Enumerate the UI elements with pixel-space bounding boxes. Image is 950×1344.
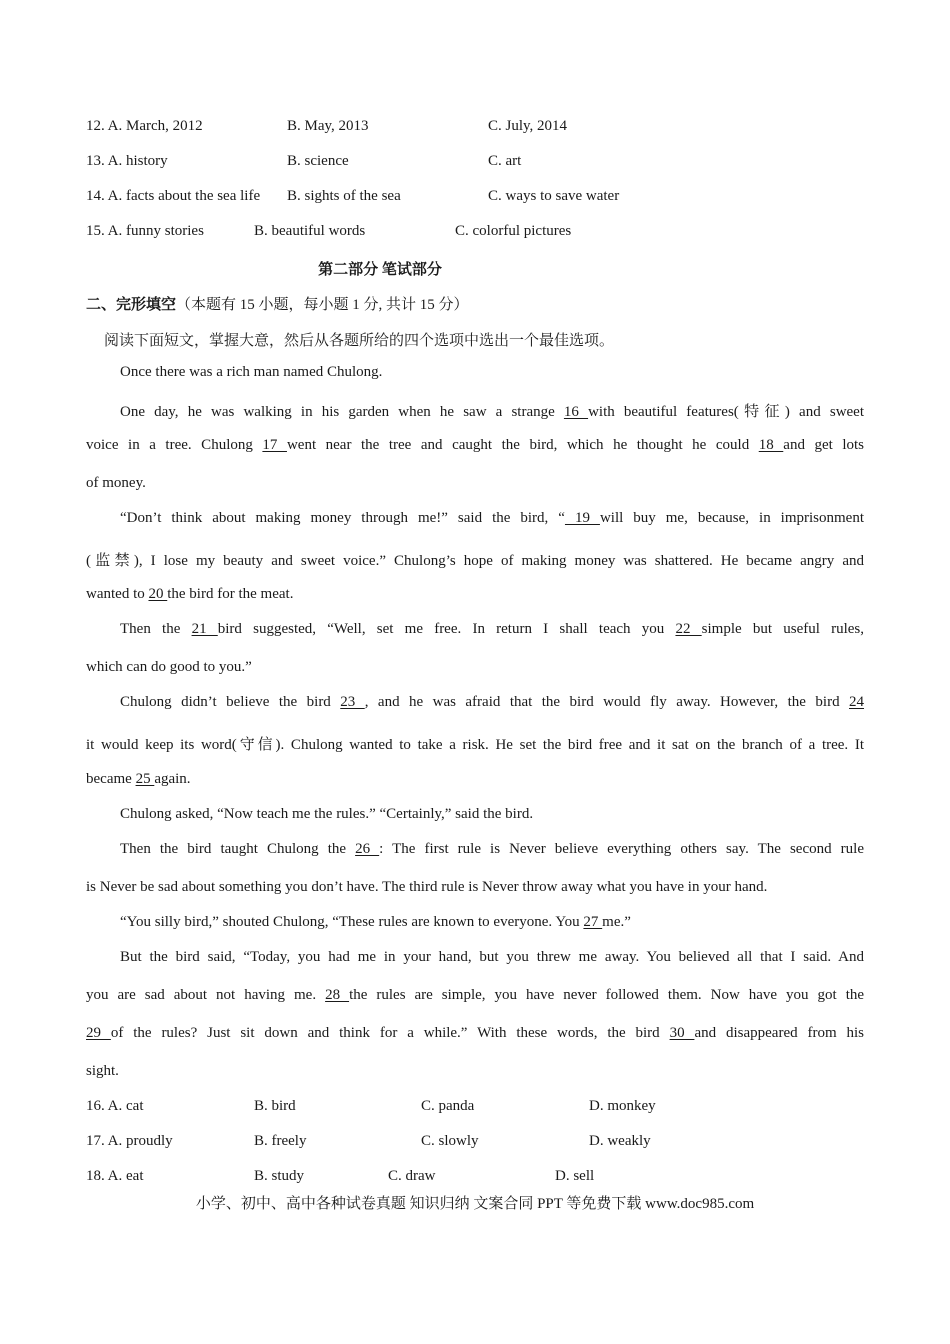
blank-25: 25 [135,771,155,787]
passage-line: But the bird said, “Today, you had me in your hand, but you threw me away. You believed all that I said. And [120,949,864,965]
text: you are sad about not having me. [86,987,326,1003]
option-c: C. slowly [421,1133,479,1149]
option-a: 16. A. cat [86,1098,144,1114]
blank-19: 19 [564,510,600,526]
option-a: 13. A. history [86,153,168,169]
blank-22: 22 [675,621,702,637]
option-b: B. sights of the sea [287,188,401,204]
passage-line [86,914,864,931]
blank-20: 20 [148,586,168,602]
option-b: B. beautiful words [254,223,366,239]
text: will buy me, because, in imprisonment [599,510,865,526]
option-c: C. colorful pictures [455,223,572,239]
blank-28: 28 [325,987,350,1003]
text: , and he was afraid that the bird would fly away. However, the bird [364,694,850,710]
passage-paragraph: Once there was a rich man named Chulong. [120,364,383,380]
blank-21: 21 [191,621,218,637]
passage-line [86,694,864,711]
option-b: B. study [254,1168,305,1184]
blank-30: 30 [669,1025,695,1041]
passage-line [86,841,864,858]
blank-26: 26 [355,841,380,857]
passage-line: it would keep its word(守信). Chulong wanted to take a risk. He set the bird free and it sat on the branch of a tree. It [86,737,864,753]
passage-line: sight. [86,1063,119,1079]
option-c: C. July, 2014 [488,118,568,134]
text: “Don’t think about making money through me!” said the bird, “ [120,510,565,526]
text: Then the bird taught Chulong the [120,841,356,857]
passage-line [86,510,864,527]
section-instruction: 阅读下面短文，掌握大意，然后从各题所给的四个选项中选出一个最佳选项。 [104,333,615,349]
passage-line [86,987,864,1004]
section-heading [86,293,469,314]
text: the rules are simple, you have never followed them. Now have you got the [349,987,865,1003]
option-d: D. weakly [589,1133,651,1149]
option-a: 15. A. funny stories [86,223,204,239]
option-d: D. monkey [589,1098,656,1114]
blank-24: 24 [849,694,865,710]
text: the bird for the meat. [167,586,294,602]
option-d: D. sell [555,1168,595,1184]
option-a: 12. A. March, 2012 [86,118,203,134]
passage-line [86,586,864,603]
blank-27: 27 [583,914,603,930]
text: and get lots [783,437,865,453]
text: wanted to [86,586,149,602]
passage-paragraph: Chulong asked, “Now teach me the rules.” “Certainly,” said the bird. [120,806,534,822]
section-title: 二、完形填空 [86,297,177,313]
text: me.” [602,914,631,930]
option-a: 18. A. eat [86,1168,144,1184]
text: bird suggested, “Well, set me free. In return I shall teach you [217,621,676,637]
option-b: B. May, 2013 [287,118,369,134]
option-b: B. bird [254,1098,296,1114]
text: simple but useful rules, [701,621,864,637]
text: of the rules? Just sit down and think for a while.” With these words, the bird [110,1025,670,1041]
blank-16: 16 [563,404,589,420]
blank-29: 29 [86,1025,111,1041]
text: : The first rule is Never believe everything others say. The second rule [379,841,864,857]
option-b: B. science [287,153,349,169]
part2-title: 第二部分 笔试部分 [318,262,442,278]
option-c: C. panda [421,1098,475,1114]
passage-line [86,621,864,638]
option-a: 14. A. facts about the sea life [86,188,261,204]
text: Then the [120,621,192,637]
option-c: C. draw [388,1168,436,1184]
text: went near the tree and caught the bird, which he thought he could [286,437,759,453]
passage-line [86,437,864,454]
passage-line: which can do good to you.” [86,659,252,675]
text: voice in a tree. Chulong [86,437,263,453]
text: with beautiful features(特征) and sweet [588,404,865,420]
option-b: B. freely [254,1133,307,1149]
text: Chulong didn’t believe the bird [120,694,341,710]
blank-17: 17 [262,437,287,453]
option-a: 17. A. proudly [86,1133,173,1149]
passage-line: is Never be sad about something you don’t have. The third rule is Never throw away what you have in your hand. [86,879,768,895]
passage-line: (监禁), I lose my beauty and sweet voice.” Chulong’s hope of making money was shattered. He became angry and [86,553,864,569]
text: again. [154,771,191,787]
passage-line [86,771,864,788]
passage-line: of money. [86,475,146,491]
passage-line [86,400,864,421]
blank-18: 18 [758,437,784,453]
option-c: C. ways to save water [488,188,620,204]
option-c: C. art [488,153,522,169]
passage-line [86,1025,864,1042]
text: became [86,771,136,787]
text: One day, he was walking in his garden when he saw a strange [120,404,564,420]
blank-23: 23 [340,694,365,710]
text: “You silly bird,” shouted Chulong, “These rules are known to everyone. You [120,914,584,930]
section-note: （本题有 15 小题，每小题 1 分, 共计 15 分） [176,297,469,313]
page-footer: 小学、初中、高中各种试卷真题 知识归纳 文案合同 PPT 等免费下载 www.doc985.com [195,1196,755,1212]
text: and disappeared from his [694,1025,865,1041]
